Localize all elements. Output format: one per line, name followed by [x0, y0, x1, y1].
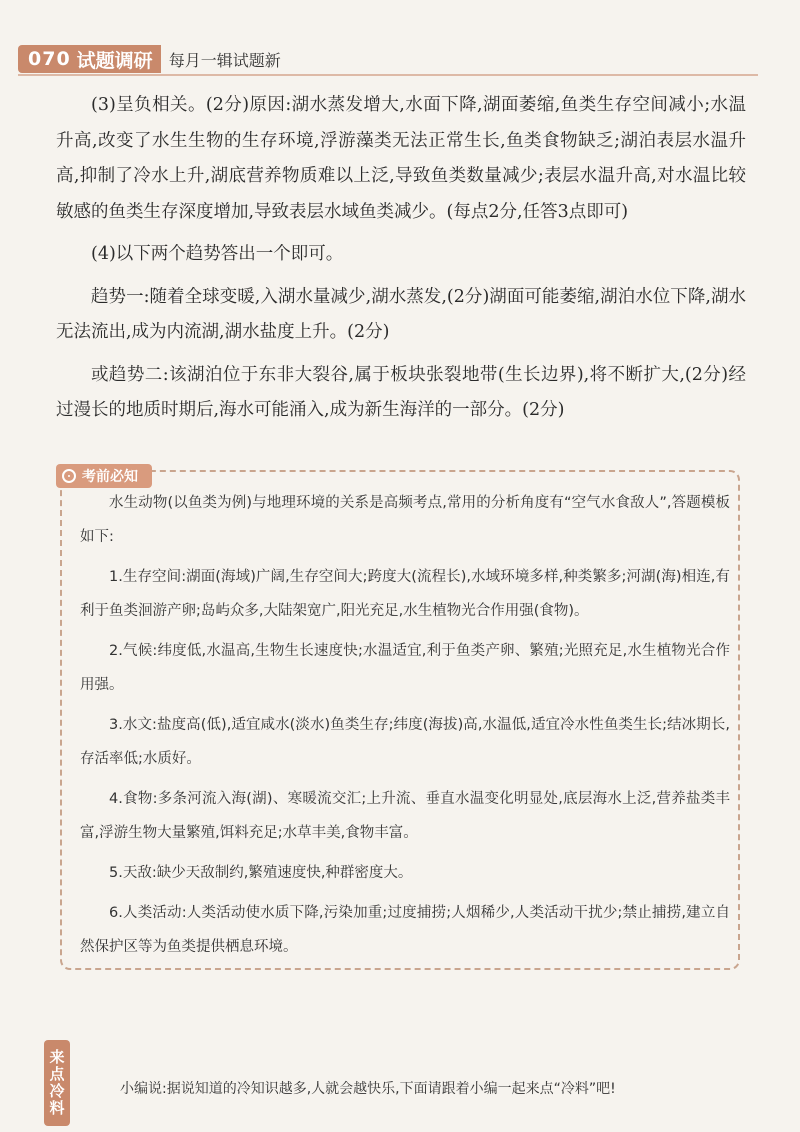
- section-title: 试题调研: [76, 49, 153, 72]
- tip-paragraph: 水生动物(以鱼类为例)与地理环境的关系是高频考点,常用的分析角度有“空气水食敌人”,答题模板如下:: [80, 495, 730, 545]
- answer-paragraph: (3)呈负相关。(2分)原因:湖水蒸发增大,水面下降,湖面萎缩,鱼类生存空间减小;水温升高,改变了水生生物的生存环境,浮游藻类无法正常生长,鱼类食物缺乏;湖泊表层水温升高,抑制了冷水上升,湖底营养物质难以上泛,导致鱼类数量减少;表层水温升高,对水温比较敏感的鱼类生存深度增加,导致表层水域鱼类减少。(每点2分,任答3点即可): [56, 95, 746, 222]
- lightbulb-icon: [62, 469, 76, 483]
- tip-paragraph: 6.人类活动:人类活动使水质下降,污染加重;过度捕捞;人烟稀少,人类活动干扰少;禁止捕捞,建立自然保护区等为鱼类提供栖息环境。: [80, 905, 730, 955]
- tip-paragraph: 1.生存空间:湖面(海域)广阔,生存空间大;跨度大(流程长),水域环境多样,种类繁多;河湖(海)相连,有利于鱼类洄游产卵;岛屿众多,大陆架宽广,阳光充足,水生植物光合作用强(食物)。: [80, 569, 730, 619]
- side-tab: 来点冷料: [44, 1040, 70, 1126]
- answer-paragraph: 趋势一:随着全球变暖,入湖水量减少,湖水蒸发,(2分)湖面可能萎缩,湖泊水位下降,湖水无法流出,成为内流湖,湖水盐度上升。(2分): [56, 286, 746, 342]
- tip-tag: [56, 464, 152, 488]
- tip-body: [80, 486, 730, 970]
- page-badge: [18, 45, 161, 73]
- answer-paragraph: 或趋势二:该湖泊位于东非大裂谷,属于板块张裂地带(生长边界),将不断扩大,(2分)经过漫长的地质时期后,海水可能涌入,成为新生海洋的一部分。(2分): [56, 364, 746, 420]
- tip-tag-label: 考前必知: [82, 469, 138, 485]
- tip-paragraph: 4.食物:多条河流入海(湖)、寒暖流交汇;上升流、垂直水温变化明显处,底层海水上泛,营养盐类丰富,浮游生物大量繁殖,饵料充足;水草丰美,食物丰富。: [80, 791, 730, 841]
- series-title: 每月一辑试题新: [168, 50, 281, 70]
- header-divider: [18, 74, 758, 76]
- answer-paragraph: (4)以下两个趋势答出一个即可。: [91, 244, 344, 264]
- tip-paragraph: 2.气候:纬度低,水温高,生物生长速度快;水温适宜,利于鱼类产卵、繁殖;光照充足,水生植物光合作用强。: [80, 643, 730, 693]
- page-number: 070: [28, 48, 71, 70]
- answer-section: [56, 88, 746, 436]
- tip-paragraph: 3.水文:盐度高(低),适宜咸水(淡水)鱼类生存;纬度(海拔)高,水温低,适宜冷水性鱼类生长;结冰期长,存活率低;水质好。: [80, 717, 730, 767]
- footer-note: 小编说:据说知道的冷知识越多,人就会越快乐,下面请跟着小编一起来点“冷料”吧!: [120, 1081, 616, 1097]
- tip-paragraph: 5.天敌:缺少天敌制约,繁殖速度快,种群密度大。: [109, 865, 413, 881]
- page-header: [18, 44, 281, 74]
